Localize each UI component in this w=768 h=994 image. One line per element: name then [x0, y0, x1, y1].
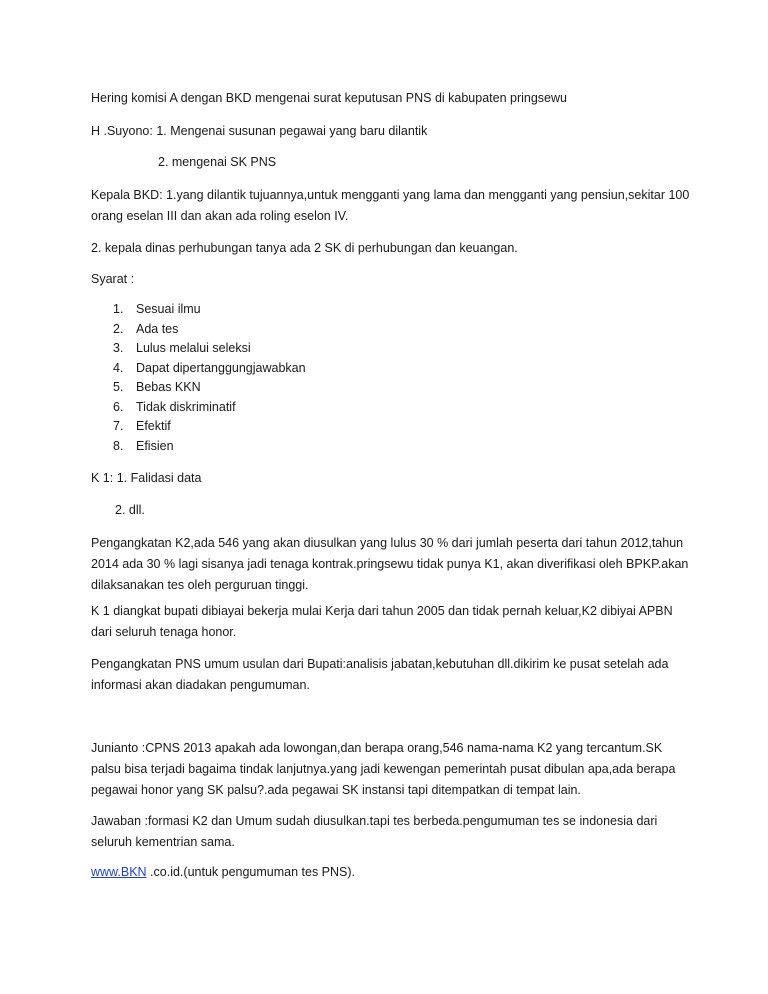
list-number: 5. — [113, 380, 124, 394]
k1-diangkat-paragraph: K 1 diangkat bupati dibiayai bekerja mulai Kerja dari tahun 2005 dan tidak pernah keluar,K2 dibiyai APBN dari seluruh tenaga honor. — [91, 604, 673, 639]
suyono-point-2: 2. mengenai SK PNS — [158, 155, 277, 169]
list-text: Ada tes — [136, 321, 179, 336]
kepala-dinas-paragraph: 2. kepala dinas perhubungan tanya ada 2 SK di perhubungan dan keuangan. — [91, 241, 518, 255]
list-text: Efektif — [136, 419, 171, 433]
jawaban-paragraph: Jawaban :formasi K2 dan Umum sudah diusulkan.tapi tes berbeda.pengumuman tes se indonesia dari seluruh kementrian sama. — [91, 814, 658, 849]
list-number: 4. — [113, 360, 124, 375]
k1-point-1: K 1: 1. Falidasi data — [91, 471, 202, 485]
list-text: Sesuai ilmu — [136, 302, 201, 316]
bkn-link[interactable]: www.BKN — [91, 865, 147, 879]
bkn-link-suffix: .co.id.(untuk pengumuman tes PNS). — [146, 865, 356, 879]
list-number: 7. — [113, 419, 124, 433]
suyono-point-1: H .Suyono: 1. Mengenai susunan pegawai yang baru dilantik — [91, 124, 428, 138]
list-number: 6. — [113, 399, 124, 414]
list-number: 1. — [113, 302, 124, 316]
list-text: Bebas KKN — [136, 380, 201, 394]
k1-point-2: 2. dll. — [115, 503, 145, 517]
junianto-paragraph: Junianto :CPNS 2013 apakah ada lowongan,dan berapa orang,546 nama-nama K2 yang tercantum.SK palsu bisa terjadi bagaima tindak lanjutnya.yang jadi kewengan pemerintah pusat dibulan apa,ada berapa pegawai honor yang SK palsu?.ada pegawai SK instansi tapi ditempatkan di tempat lain. — [91, 741, 676, 797]
list-number: 8. — [113, 438, 124, 453]
bkn-link-line — [91, 862, 355, 883]
list-number: 3. — [113, 341, 124, 355]
pengangkatan-k2-paragraph: Pengangkatan K2,ada 546 yang akan diusulkan yang lulus 30 % dari jumlah peserta dari tahun 2012,tahun 2014 ada 30 % lagi sisanya jadi tenaga kontrak.pringsewu tidak punya K1, akan diverifikasi oleh BPKP.akan dilaksanakan tes oleh perguruan tinggi. — [91, 536, 689, 592]
syarat-label: Syarat : — [91, 272, 135, 286]
list-text: Efisien — [136, 438, 174, 453]
list-number: 2. — [113, 321, 124, 336]
kepala-bkd-paragraph: Kepala BKD: 1.yang dilantik tujuannya,untuk mengganti yang lama dan mengganti yang pensiun,sekitar 100 orang eselan III dan akan ada roling eselon IV. — [91, 188, 690, 223]
list-text: Dapat dipertanggungjawabkan — [136, 360, 306, 375]
list-text: Tidak diskriminatif — [136, 399, 236, 414]
document-title: Hering komisi A dengan BKD mengenai surat keputusan PNS di kabupaten pringsewu — [91, 91, 567, 105]
pengangkatan-umum-paragraph: Pengangkatan PNS umum usulan dari Bupati:analisis jabatan,kebutuhan dll.dikirim ke pusat setelah ada informasi akan diadakan pengumuman. — [91, 657, 669, 692]
list-text: Lulus melalui seleksi — [136, 341, 251, 355]
